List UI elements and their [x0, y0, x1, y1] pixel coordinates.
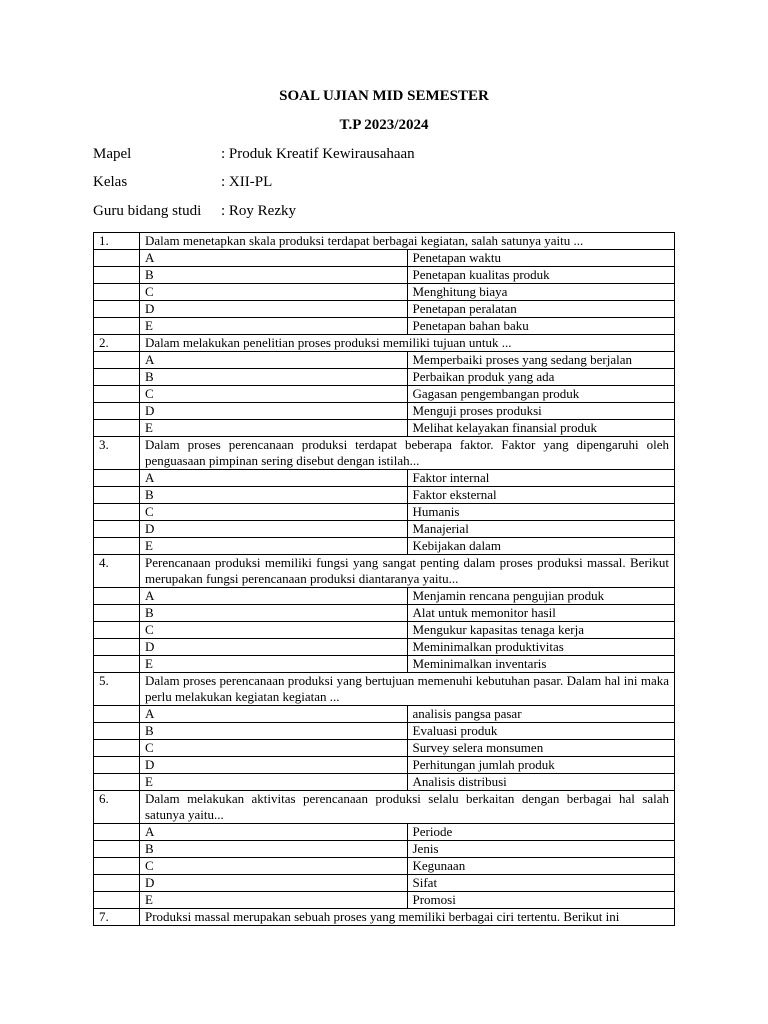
option-letter: C	[140, 504, 408, 521]
option-text: Meminimalkan inventaris	[407, 656, 675, 673]
question-number: 3.	[94, 437, 140, 470]
option-text: Penetapan kualitas produk	[407, 267, 675, 284]
option-spacer-cell	[94, 723, 140, 740]
option-letter: D	[140, 639, 408, 656]
option-text: Periode	[407, 824, 675, 841]
option-row	[94, 470, 675, 487]
option-text: Alat untuk memonitor hasil	[407, 605, 675, 622]
option-spacer-cell	[94, 740, 140, 757]
option-spacer-cell	[94, 386, 140, 403]
option-spacer-cell	[94, 369, 140, 386]
academic-year: T.P 2023/2024	[339, 117, 429, 133]
option-text: Memperbaiki proses yang sedang berjalan	[407, 352, 675, 369]
option-spacer-cell	[94, 267, 140, 284]
question-row	[94, 437, 675, 470]
question-row	[94, 233, 675, 250]
option-spacer-cell	[94, 284, 140, 301]
option-row	[94, 301, 675, 318]
info-label: Mapel	[93, 146, 132, 162]
option-spacer-cell	[94, 858, 140, 875]
option-text: Penetapan waktu	[407, 250, 675, 267]
option-spacer-cell	[94, 318, 140, 335]
option-text: Analisis distribusi	[407, 774, 675, 791]
option-row	[94, 892, 675, 909]
option-row	[94, 841, 675, 858]
option-row	[94, 504, 675, 521]
option-letter: A	[140, 824, 408, 841]
option-letter: C	[140, 386, 408, 403]
question-row	[94, 791, 675, 824]
question-text: Dalam proses perencanaan produksi terdapat beberapa faktor. Faktor yang dipengaruhi oleh penguasaan pimpinan sering disebut dengan istilah...	[140, 437, 675, 470]
option-text: Melihat kelayakan finansial produk	[407, 420, 675, 437]
option-row	[94, 605, 675, 622]
option-row	[94, 740, 675, 757]
option-letter: B	[140, 841, 408, 858]
option-spacer-cell	[94, 875, 140, 892]
option-row	[94, 639, 675, 656]
info-value: : XII-PL	[221, 174, 273, 190]
option-row	[94, 250, 675, 267]
option-spacer-cell	[94, 892, 140, 909]
option-row	[94, 757, 675, 774]
option-text: Menguji proses produksi	[407, 403, 675, 420]
option-text: Humanis	[407, 504, 675, 521]
option-text: Sifat	[407, 875, 675, 892]
option-letter: C	[140, 740, 408, 757]
question-table-body	[94, 233, 675, 926]
option-letter: D	[140, 875, 408, 892]
option-letter: E	[140, 774, 408, 791]
option-row	[94, 386, 675, 403]
question-text: Dalam melakukan penelitian proses produksi memiliki tujuan untuk ...	[140, 335, 675, 352]
option-spacer-cell	[94, 420, 140, 437]
option-row	[94, 723, 675, 740]
option-row	[94, 284, 675, 301]
option-spacer-cell	[94, 470, 140, 487]
option-letter: D	[140, 757, 408, 774]
option-text: Menghitung biaya	[407, 284, 675, 301]
question-row	[94, 909, 675, 926]
option-row	[94, 267, 675, 284]
info-label: Guru bidang studi	[93, 203, 202, 219]
option-letter: B	[140, 267, 408, 284]
option-letter: B	[140, 369, 408, 386]
option-text: Mengukur kapasitas tenaga kerja	[407, 622, 675, 639]
question-text: Dalam proses perencanaan produksi yang bertujuan memenuhi kebutuhan pasar. Dalam hal ini maka perlu melakukan kegiatan kegiatan ...	[140, 673, 675, 706]
info-value: : Roy Rezky	[221, 203, 296, 219]
option-row	[94, 622, 675, 639]
option-spacer-cell	[94, 774, 140, 791]
option-spacer-cell	[94, 521, 140, 538]
option-spacer-cell	[94, 538, 140, 555]
question-text: Produksi massal merupakan sebuah proses yang memiliki berbagai ciri tertentu. Berikut ini	[140, 909, 675, 926]
option-spacer-cell	[94, 487, 140, 504]
option-row	[94, 588, 675, 605]
option-letter: B	[140, 487, 408, 504]
option-text: Perbaikan produk yang ada	[407, 369, 675, 386]
option-spacer-cell	[94, 656, 140, 673]
option-row	[94, 706, 675, 723]
option-letter: C	[140, 622, 408, 639]
option-row	[94, 318, 675, 335]
question-text: Dalam menetapkan skala produksi terdapat berbagai kegiatan, salah satunya yaitu ...	[140, 233, 675, 250]
option-letter: E	[140, 420, 408, 437]
option-row	[94, 487, 675, 504]
option-text: Meminimalkan produktivitas	[407, 639, 675, 656]
option-letter: E	[140, 656, 408, 673]
question-text: Perencanaan produksi memiliki fungsi yang sangat penting dalam proses produksi massal. Berikut merupakan fungsi perencanaan produksi diantaranya yaitu...	[140, 555, 675, 588]
question-number: 4.	[94, 555, 140, 588]
option-spacer-cell	[94, 841, 140, 858]
option-row	[94, 774, 675, 791]
question-row	[94, 555, 675, 588]
option-text: Penetapan bahan baku	[407, 318, 675, 335]
option-spacer-cell	[94, 352, 140, 369]
question-number: 7.	[94, 909, 140, 926]
option-text: Manajerial	[407, 521, 675, 538]
option-row	[94, 420, 675, 437]
option-letter: E	[140, 538, 408, 555]
option-letter: A	[140, 250, 408, 267]
option-spacer-cell	[94, 706, 140, 723]
option-row	[94, 858, 675, 875]
question-row	[94, 673, 675, 706]
option-row	[94, 521, 675, 538]
option-spacer-cell	[94, 588, 140, 605]
option-spacer-cell	[94, 824, 140, 841]
option-text: Evaluasi produk	[407, 723, 675, 740]
option-letter: E	[140, 892, 408, 909]
option-row	[94, 352, 675, 369]
option-letter: A	[140, 352, 408, 369]
question-text: Dalam melakukan aktivitas perencanaan produksi selalu berkaitan dengan berbagai hal salah satunya yaitu...	[140, 791, 675, 824]
question-row	[94, 335, 675, 352]
question-number: 6.	[94, 791, 140, 824]
option-text: Promosi	[407, 892, 675, 909]
option-letter: B	[140, 605, 408, 622]
option-spacer-cell	[94, 301, 140, 318]
option-text: Faktor internal	[407, 470, 675, 487]
option-letter: D	[140, 403, 408, 420]
option-text: Kebijakan dalam	[407, 538, 675, 555]
option-letter: D	[140, 301, 408, 318]
option-text: Penetapan peralatan	[407, 301, 675, 318]
option-text: Kegunaan	[407, 858, 675, 875]
option-letter: A	[140, 470, 408, 487]
option-spacer-cell	[94, 639, 140, 656]
option-row	[94, 538, 675, 555]
option-row	[94, 369, 675, 386]
exam-title: SOAL UJIAN MID SEMESTER	[279, 88, 489, 104]
option-spacer-cell	[94, 250, 140, 267]
info-label: Kelas	[93, 174, 128, 190]
question-number: 5.	[94, 673, 140, 706]
option-text: Survey selera monsumen	[407, 740, 675, 757]
option-text: Faktor eksternal	[407, 487, 675, 504]
option-text: Gagasan pengembangan produk	[407, 386, 675, 403]
option-row	[94, 656, 675, 673]
option-spacer-cell	[94, 622, 140, 639]
info-value: : Produk Kreatif Kewirausahaan	[221, 146, 415, 162]
option-spacer-cell	[94, 403, 140, 420]
option-spacer-cell	[94, 605, 140, 622]
option-row	[94, 875, 675, 892]
option-spacer-cell	[94, 757, 140, 774]
option-letter: B	[140, 723, 408, 740]
option-text: Perhitungan jumlah produk	[407, 757, 675, 774]
option-row	[94, 403, 675, 420]
question-table	[93, 232, 675, 926]
option-letter: A	[140, 706, 408, 723]
option-letter: E	[140, 318, 408, 335]
option-letter: C	[140, 858, 408, 875]
option-letter: A	[140, 588, 408, 605]
option-spacer-cell	[94, 504, 140, 521]
question-number: 1.	[94, 233, 140, 250]
question-number: 2.	[94, 335, 140, 352]
option-letter: C	[140, 284, 408, 301]
option-text: Jenis	[407, 841, 675, 858]
option-text: Menjamin rencana pengujian produk	[407, 588, 675, 605]
option-text: analisis pangsa pasar	[407, 706, 675, 723]
option-row	[94, 824, 675, 841]
option-letter: D	[140, 521, 408, 538]
